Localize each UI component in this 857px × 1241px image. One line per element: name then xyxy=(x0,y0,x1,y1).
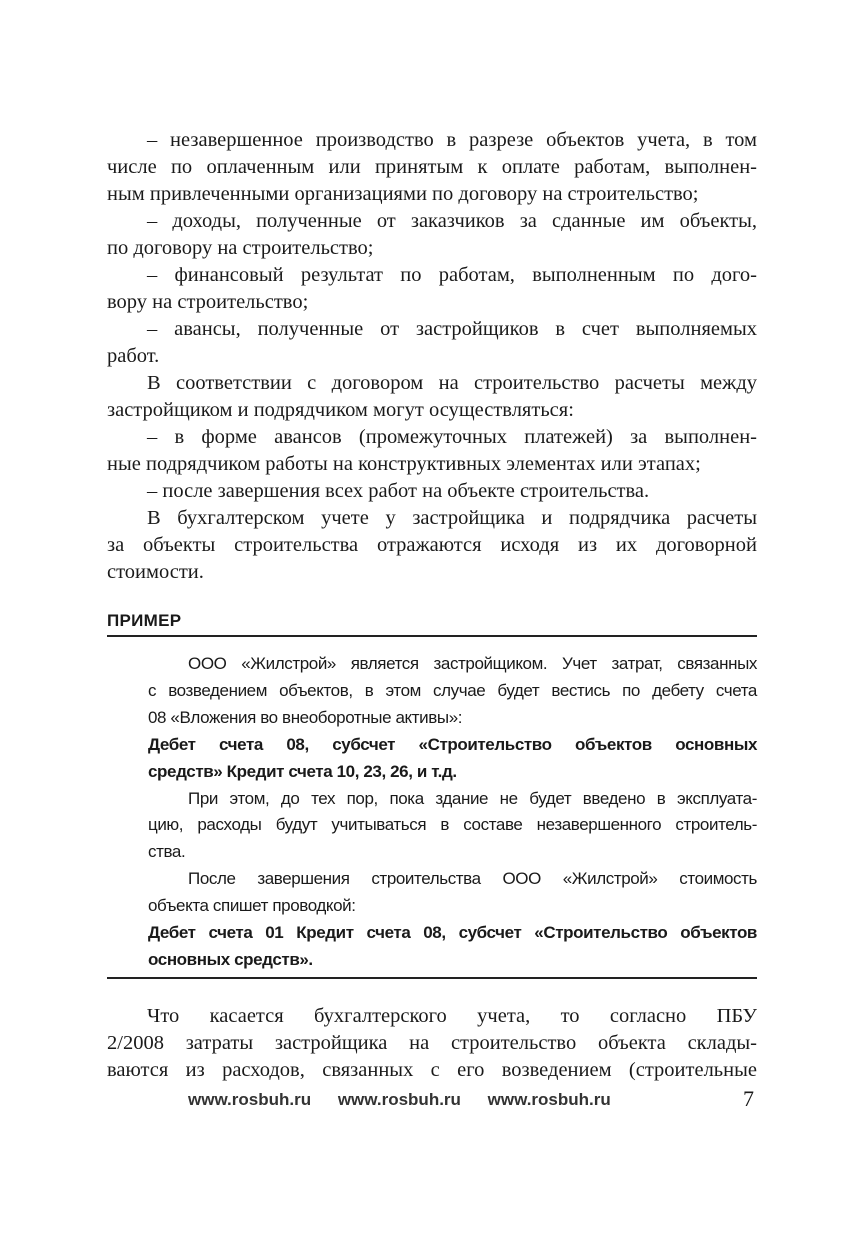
text-line: – в форме авансов (промежуточных платежей) за выполнен- xyxy=(147,426,757,448)
text-line: по договору на строительство; xyxy=(107,237,374,259)
text-line: При этом, до тех пор, пока здание не будет введено в эксплуата- xyxy=(188,788,757,808)
text-line: – незавершенное производство в разрезе объектов учета, в том xyxy=(147,129,757,151)
footer-link[interactable]: www.rosbuh.ru xyxy=(337,1090,461,1109)
text-line: В соответствии с договором на строительство расчеты между xyxy=(147,372,757,394)
text-line: ные подрядчиком работы на конструктивных элементах или этапах; xyxy=(107,453,701,475)
text-line: стоимости. xyxy=(107,561,204,583)
text-line: цию, расходы будут учитываться в составе незавершенного строитель- xyxy=(148,815,757,835)
text-line: После завершения строительства ООО «Жилстрой» стоимость xyxy=(188,869,757,889)
footer-link[interactable]: www.rosbuh.ru xyxy=(188,1090,312,1109)
text-line: – финансовый результат по работам, выполненным по дого- xyxy=(147,264,757,286)
text-line: 2/2008 затраты застройщика на строительство объекта склады- xyxy=(107,1032,757,1054)
example-box xyxy=(148,651,757,974)
posting-line: Дебет счета 01 Кредит счета 08, субсчет «Строительство объектов xyxy=(148,923,757,943)
text-line: с возведением объектов, в этом случае будет вестись по дебету счета xyxy=(148,680,757,700)
text-line: объекта спишет проводкой: xyxy=(148,896,356,916)
text-line: за объекты строительства отражаются исходя из их договорной xyxy=(107,534,757,556)
page-number: 7 xyxy=(743,1086,754,1111)
text-line: – авансы, полученные от застройщиков в счет выполняемых xyxy=(147,318,757,340)
text-line: ООО «Жилстрой» является застройщиком. Учет затрат, связанных xyxy=(188,654,757,673)
text-line: ваются из расходов, связанных с его возведением (строительные xyxy=(107,1059,757,1081)
example-bottom-rule xyxy=(107,977,757,979)
footer-links xyxy=(188,1090,633,1110)
text-line: вору на строительство; xyxy=(107,291,309,313)
body-text-bottom xyxy=(107,1003,757,1084)
example-top-rule xyxy=(107,635,757,637)
posting-line: Дебет счета 08, субсчет «Строительство объектов основных xyxy=(148,734,757,754)
text-line: – после завершения всех работ на объекте строительства. xyxy=(147,480,650,502)
text-line: застройщиком и подрядчиком могут осуществляться: xyxy=(107,399,574,421)
body-text-top xyxy=(107,127,757,586)
text-line: Что касается бухгалтерского учета, то согласно ПБУ xyxy=(147,1005,757,1027)
text-line: 08 «Вложения во внеоборотные активы»: xyxy=(148,707,463,727)
text-line: ным привлеченными организациями по договору на строительство; xyxy=(107,183,699,205)
text-line: числе по оплаченным или принятым к оплате работам, выполнен- xyxy=(107,156,757,178)
example-heading: ПРИМЕР xyxy=(107,611,182,630)
text-line: работ. xyxy=(107,345,160,367)
text-line: В бухгалтерском учете у застройщика и подрядчика расчеты xyxy=(147,507,757,529)
text-line: – доходы, полученные от заказчиков за сданные им объекты, xyxy=(147,210,757,232)
footer-link[interactable]: www.rosbuh.ru xyxy=(487,1090,611,1109)
posting-line: основных средств». xyxy=(148,949,313,969)
posting-line: средств» Кредит счета 10, 23, 26, и т.д. xyxy=(148,761,457,781)
text-line: ства. xyxy=(148,842,186,862)
